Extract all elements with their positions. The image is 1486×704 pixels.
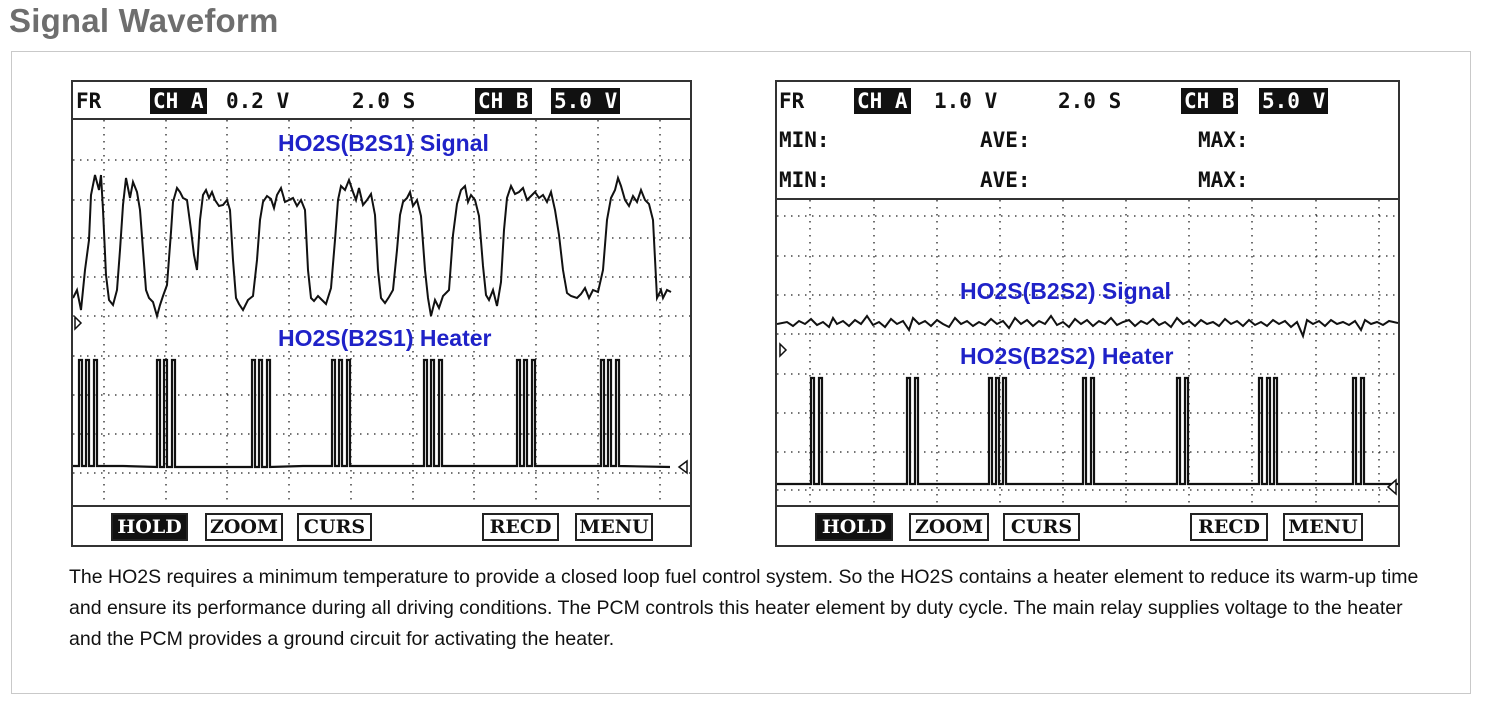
softkey-bar [777, 505, 1398, 545]
channel-b-label: CH B [475, 88, 532, 114]
heater-trace-label: HO2S(B2S1) Heater [278, 325, 492, 351]
channel-a-scale: 0.2 V [226, 89, 290, 113]
ave-readout: AVE: [980, 128, 1031, 152]
oscilloscope-screen-b2s1 [71, 80, 692, 547]
ave-readout: AVE: [980, 168, 1031, 192]
recd-button[interactable]: RECD [1190, 513, 1268, 541]
channel-b-trace [777, 378, 1398, 484]
scope-header [777, 82, 1398, 200]
max-readout: MAX: [1198, 168, 1249, 192]
frame-indicator: FR [779, 89, 805, 113]
signal-trace-label: HO2S(B2S1) Signal [278, 130, 489, 156]
curs-button[interactable]: CURS [1003, 513, 1080, 541]
heater-trace-label: HO2S(B2S2) Heater [960, 343, 1174, 369]
time-scale: 2.0 S [1058, 89, 1122, 113]
recd-button[interactable]: RECD [482, 513, 559, 541]
description-text: The HO2S requires a minimum temperature to provide a closed loop fuel control system. So the HO2S contains a heater element to reduce its warm-up time and ensure its performance during all driving conditions. The PCM controls this heater element by duty cycle. The main relay supplies voltage to the heater and the PCM provides a ground circuit for activating the heater. [69, 566, 1419, 650]
scope-header [73, 82, 690, 120]
channel-a-trace [777, 316, 1398, 336]
ground-marker-left [75, 317, 81, 329]
waveform-plot [73, 120, 690, 507]
channel-b-trace [73, 360, 670, 467]
channel-a-scale: 1.0 V [934, 89, 998, 113]
channel-b-scale: 5.0 V [1259, 88, 1328, 114]
zoom-button[interactable]: ZOOM [205, 513, 283, 541]
time-scale: 2.0 S [352, 89, 416, 113]
min-readout: MIN: [779, 168, 830, 192]
curs-button[interactable]: CURS [297, 513, 372, 541]
channel-a-trace [73, 175, 671, 316]
oscilloscope-screen-b2s2 [775, 80, 1400, 547]
zoom-button[interactable]: ZOOM [909, 513, 989, 541]
signal-trace-label: HO2S(B2S2) Signal [960, 278, 1171, 304]
hold-button[interactable]: HOLD [111, 513, 188, 541]
channel-b-label: CH B [1181, 88, 1238, 114]
ground-marker-left [780, 344, 786, 356]
min-readout: MIN: [779, 128, 830, 152]
channel-a-label: CH A [854, 88, 911, 114]
menu-button[interactable]: MENU [575, 513, 653, 541]
max-readout: MAX: [1198, 128, 1249, 152]
grid [73, 120, 690, 507]
softkey-bar [73, 505, 690, 545]
channel-b-scale: 5.0 V [551, 88, 620, 114]
channel-a-label: CH A [150, 88, 207, 114]
menu-button[interactable]: MENU [1283, 513, 1363, 541]
ground-marker-right [679, 461, 687, 473]
hold-button[interactable]: HOLD [815, 513, 893, 541]
ground-marker-right [1388, 480, 1396, 494]
frame-indicator: FR [76, 89, 102, 113]
page-title: Signal Waveform [9, 2, 279, 39]
